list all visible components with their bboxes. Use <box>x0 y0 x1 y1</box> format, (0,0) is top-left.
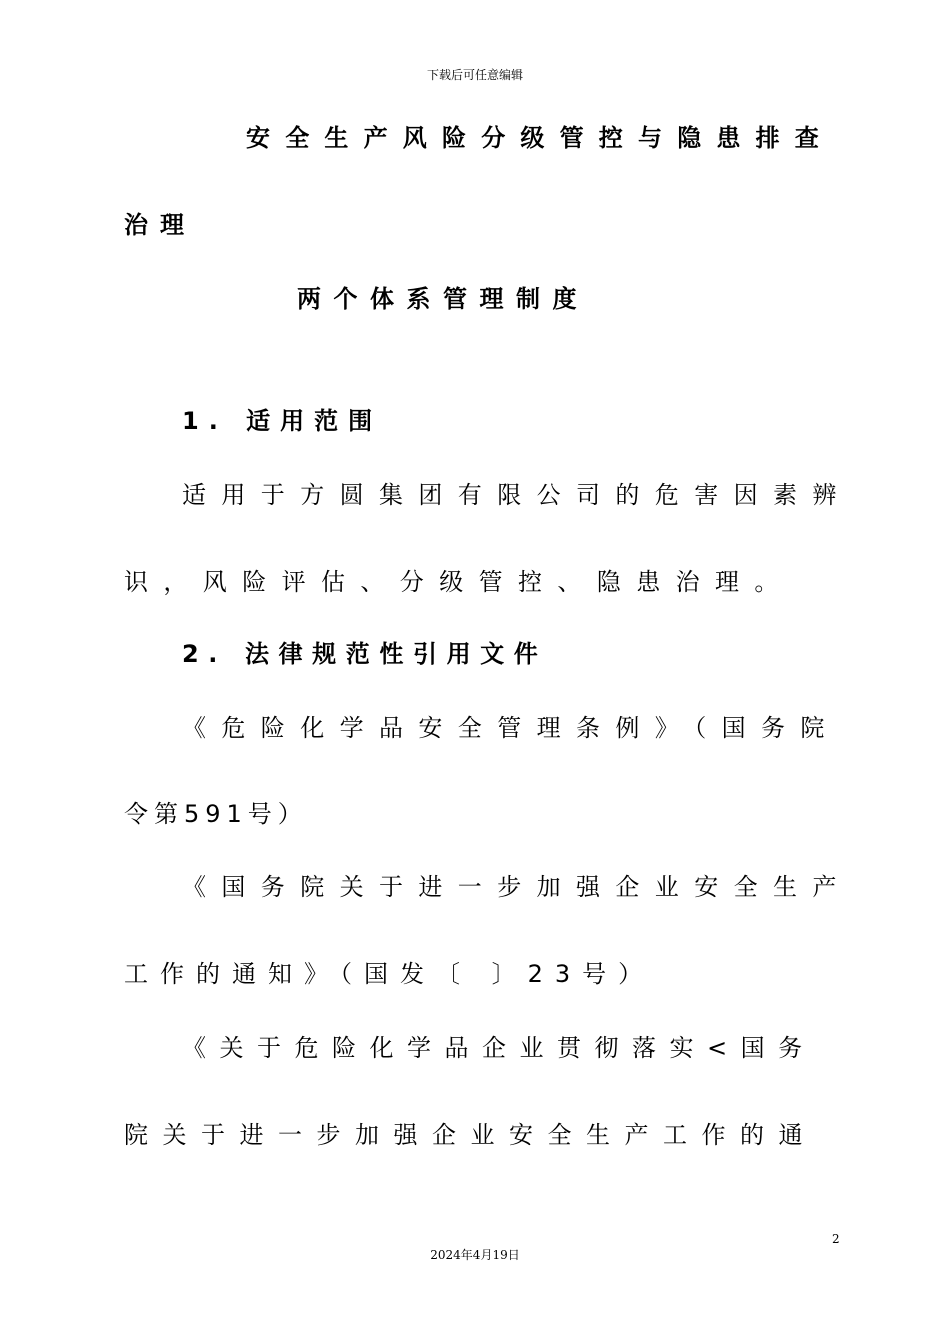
section-2-line-5: 《关于危险化学品企业贯彻落实<国务 <box>182 1034 816 1062</box>
section-1-line-2: 识，风险评估、分级管控、隐患治理。 <box>124 568 794 596</box>
section-2-line-6: 院关于进一步加强企业安全生产工作的通 <box>124 1121 817 1149</box>
title-line-1: 安全生产风险分级管控与隐患排查 <box>246 124 834 152</box>
section-2-line-3: 《国务院关于进一步加强企业安全生产 <box>182 873 852 901</box>
section-1-heading: 1. 适用范围 <box>182 407 383 435</box>
section-2-line-1: 《危险化学品安全管理条例》（国务院 <box>182 714 840 742</box>
section-2-line-4: 工作的通知》（国发〔 〕23号） <box>124 960 655 988</box>
section-1-line-1: 适用于方圆集团有限公司的危害因素辨 <box>182 481 852 509</box>
header-note: 下载后可任意编辑 <box>426 68 523 82</box>
section-2-heading: 2. 法律规范性引用文件 <box>182 640 548 668</box>
footer-date: 2024年4月19日 <box>430 1248 520 1262</box>
page-number: 2 <box>832 1232 840 1246</box>
title-line-2: 治理 <box>124 211 196 239</box>
title-line-3: 两个体系管理制度 <box>297 285 589 313</box>
section-2-line-2: 令第591号） <box>124 800 308 828</box>
